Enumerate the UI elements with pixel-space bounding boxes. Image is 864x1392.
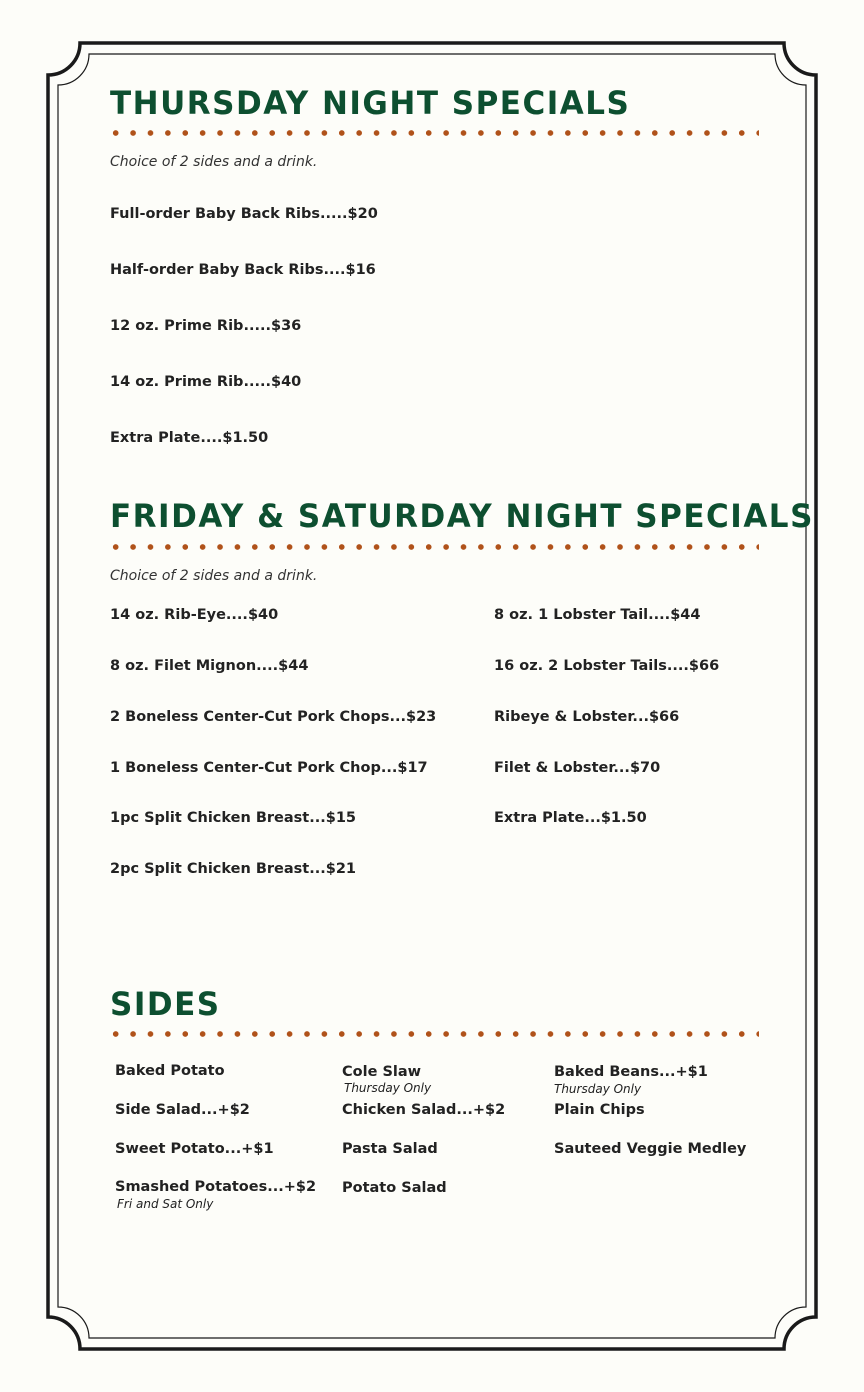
thursday-subtitle: Choice of 2 sides and a drink. [110, 154, 318, 170]
thursday-heading: THURSDAY NIGHT SPECIALS [110, 85, 631, 123]
weekend-item: 14 oz. Rib-Eye....$40 [110, 607, 279, 623]
weekend-dotted-divider [107, 544, 759, 550]
side-item: Baked Beans...+$1 [554, 1064, 708, 1080]
thursday-item: 14 oz. Prime Rib.....$40 [110, 374, 302, 390]
side-item: Baked Potato [115, 1063, 225, 1079]
weekend-item: 8 oz. 1 Lobster Tail....$44 [494, 607, 701, 623]
side-item: Smashed Potatoes...+$2 [115, 1179, 317, 1195]
side-item: Sweet Potato...+$1 [115, 1141, 274, 1157]
side-item-note: Thursday Only [344, 1081, 432, 1095]
side-item: Plain Chips [554, 1102, 645, 1118]
side-item-note: Thursday Only [554, 1082, 642, 1096]
weekend-item: Extra Plate...$1.50 [494, 810, 647, 826]
weekend-item: 1 Boneless Center-Cut Pork Chop...$17 [110, 760, 428, 776]
side-item: Sauteed Veggie Medley [554, 1141, 747, 1157]
weekend-item: Filet & Lobster...$70 [494, 760, 661, 776]
side-item: Chicken Salad...+$2 [342, 1102, 506, 1118]
weekend-item: 1pc Split Chicken Breast...$15 [110, 810, 357, 826]
weekend-subtitle: Choice of 2 sides and a drink. [110, 568, 318, 584]
weekend-heading: FRIDAY & SATURDAY NIGHT SPECIALS [110, 498, 814, 536]
thursday-item: Half-order Baby Back Ribs....$16 [110, 262, 376, 278]
thursday-item: Extra Plate....$1.50 [110, 430, 269, 446]
sides-dotted-divider [107, 1031, 759, 1037]
weekend-item: 16 oz. 2 Lobster Tails....$66 [494, 658, 720, 674]
weekend-item: Ribeye & Lobster...$66 [494, 709, 680, 725]
side-item: Potato Salad [342, 1180, 447, 1196]
side-item-note: Fri and Sat Only [117, 1197, 214, 1211]
side-item: Side Salad...+$2 [115, 1102, 250, 1118]
weekend-item: 2pc Split Chicken Breast...$21 [110, 861, 357, 877]
side-item: Pasta Salad [342, 1141, 438, 1157]
sides-heading: SIDES [110, 986, 221, 1024]
thursday-item: Full-order Baby Back Ribs.....$20 [110, 206, 378, 222]
side-item: Cole Slaw [342, 1064, 422, 1080]
weekend-item: 8 oz. Filet Mignon....$44 [110, 658, 309, 674]
thursday-item: 12 oz. Prime Rib.....$36 [110, 318, 302, 334]
thursday-dotted-divider [107, 130, 759, 136]
weekend-item: 2 Boneless Center-Cut Pork Chops...$23 [110, 709, 437, 725]
